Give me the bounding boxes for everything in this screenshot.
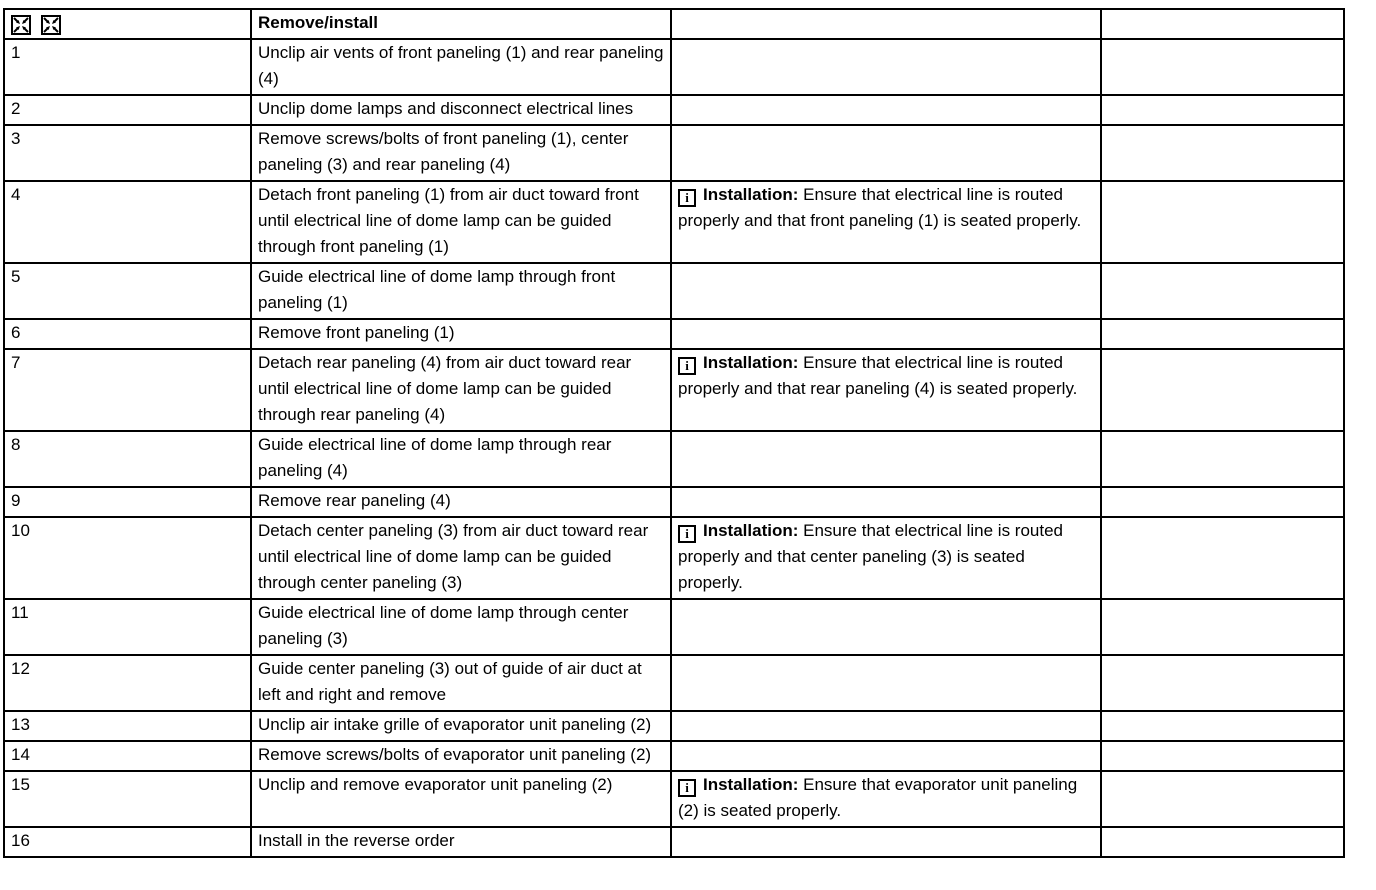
instruction-text: Guide electrical line of dome lamp through front paneling (1) bbox=[251, 263, 671, 319]
instruction-text: Detach rear paneling (4) from air duct toward rear until electrical line of dome lamp can be guided through rear paneling (4) bbox=[251, 349, 671, 431]
step-number: 4 bbox=[4, 181, 251, 263]
empty-cell bbox=[1101, 125, 1344, 181]
info-icon: i bbox=[678, 525, 696, 543]
installation-note-cell bbox=[671, 349, 1101, 431]
empty-note-cell bbox=[671, 263, 1101, 319]
empty-note-cell bbox=[671, 39, 1101, 95]
empty-cell bbox=[1101, 599, 1344, 655]
empty-cell bbox=[1101, 263, 1344, 319]
empty-cell bbox=[1101, 319, 1344, 349]
table-row bbox=[4, 741, 1344, 771]
table-row bbox=[4, 771, 1344, 827]
empty-cell bbox=[1101, 487, 1344, 517]
empty-cell bbox=[1101, 741, 1344, 771]
table-row bbox=[4, 125, 1344, 181]
instruction-text: Unclip dome lamps and disconnect electrical lines bbox=[251, 95, 671, 125]
instruction-text: Install in the reverse order bbox=[251, 827, 671, 857]
step-number: 6 bbox=[4, 319, 251, 349]
step-number: 8 bbox=[4, 431, 251, 487]
table-row bbox=[4, 95, 1344, 125]
figure-link-icon[interactable] bbox=[11, 15, 31, 35]
empty-note-cell bbox=[671, 711, 1101, 741]
instruction-text: Unclip air intake grille of evaporator unit paneling (2) bbox=[251, 711, 671, 741]
empty-cell bbox=[1101, 431, 1344, 487]
note-label: Installation: bbox=[703, 775, 799, 794]
step-number: 12 bbox=[4, 655, 251, 711]
step-number: 10 bbox=[4, 517, 251, 599]
note-text: Ensure that electrical line is routed properly and that front paneling (1) is seated properly. bbox=[678, 185, 1082, 230]
empty-cell bbox=[1101, 181, 1344, 263]
table-row bbox=[4, 487, 1344, 517]
instruction-text: Remove front paneling (1) bbox=[251, 319, 671, 349]
installation-note-cell bbox=[671, 771, 1101, 827]
installation-note-cell bbox=[671, 517, 1101, 599]
empty-note-cell bbox=[671, 827, 1101, 857]
table-row bbox=[4, 711, 1344, 741]
instruction-text: Guide electrical line of dome lamp through center paneling (3) bbox=[251, 599, 671, 655]
step-number: 9 bbox=[4, 487, 251, 517]
table-row bbox=[4, 263, 1344, 319]
instruction-text: Remove rear paneling (4) bbox=[251, 487, 671, 517]
instruction-text: Detach front paneling (1) from air duct toward front until electrical line of dome lamp can be guided through front paneling (1) bbox=[251, 181, 671, 263]
empty-cell bbox=[1101, 517, 1344, 599]
empty-cell bbox=[1101, 711, 1344, 741]
step-number: 15 bbox=[4, 771, 251, 827]
table-row bbox=[4, 431, 1344, 487]
figure-link-icon[interactable] bbox=[41, 15, 61, 35]
note-label: Installation: bbox=[703, 353, 799, 372]
table-row bbox=[4, 349, 1344, 431]
step-number: 13 bbox=[4, 711, 251, 741]
instruction-text: Detach center paneling (3) from air duct toward rear until electrical line of dome lamp can be guided through center paneling (3) bbox=[251, 517, 671, 599]
step-number: 5 bbox=[4, 263, 251, 319]
empty-note-cell bbox=[671, 319, 1101, 349]
table-row bbox=[4, 655, 1344, 711]
header-icons-cell bbox=[4, 9, 251, 39]
table-title: Remove/install bbox=[251, 9, 671, 39]
empty-cell bbox=[1101, 827, 1344, 857]
table-row bbox=[4, 181, 1344, 263]
instruction-text: Remove screws/bolts of front paneling (1), center paneling (3) and rear paneling (4) bbox=[251, 125, 671, 181]
empty-cell bbox=[1101, 39, 1344, 95]
empty-note-cell bbox=[671, 487, 1101, 517]
instruction-text: Unclip air vents of front paneling (1) and rear paneling (4) bbox=[251, 39, 671, 95]
note-text: Ensure that electrical line is routed properly and that rear paneling (4) is seated properly. bbox=[678, 353, 1078, 398]
step-number: 11 bbox=[4, 599, 251, 655]
step-number: 7 bbox=[4, 349, 251, 431]
empty-note-cell bbox=[671, 431, 1101, 487]
table-row bbox=[4, 319, 1344, 349]
header-empty-cell bbox=[1101, 9, 1344, 39]
step-number: 2 bbox=[4, 95, 251, 125]
info-icon: i bbox=[678, 357, 696, 375]
empty-note-cell bbox=[671, 125, 1101, 181]
table-row bbox=[4, 599, 1344, 655]
step-number: 3 bbox=[4, 125, 251, 181]
table-row bbox=[4, 827, 1344, 857]
info-icon: i bbox=[678, 779, 696, 797]
step-number: 14 bbox=[4, 741, 251, 771]
instruction-text: Unclip and remove evaporator unit paneling (2) bbox=[251, 771, 671, 827]
table-row bbox=[4, 39, 1344, 95]
header-row bbox=[4, 9, 1344, 39]
empty-note-cell bbox=[671, 655, 1101, 711]
empty-cell bbox=[1101, 655, 1344, 711]
instruction-text: Remove screws/bolts of evaporator unit paneling (2) bbox=[251, 741, 671, 771]
empty-note-cell bbox=[671, 741, 1101, 771]
instruction-text: Guide center paneling (3) out of guide of air duct at left and right and remove bbox=[251, 655, 671, 711]
note-label: Installation: bbox=[703, 185, 799, 204]
table-row bbox=[4, 517, 1344, 599]
header-empty-cell bbox=[671, 9, 1101, 39]
step-number: 16 bbox=[4, 827, 251, 857]
installation-note-cell bbox=[671, 181, 1101, 263]
note-text: Ensure that electrical line is routed properly and that center paneling (3) is seated properly. bbox=[678, 521, 1063, 592]
note-text: Ensure that evaporator unit paneling (2) is seated properly. bbox=[678, 775, 1078, 820]
info-icon: i bbox=[678, 189, 696, 207]
empty-cell bbox=[1101, 95, 1344, 125]
empty-cell bbox=[1101, 349, 1344, 431]
empty-note-cell bbox=[671, 599, 1101, 655]
empty-cell bbox=[1101, 771, 1344, 827]
note-label: Installation: bbox=[703, 521, 799, 540]
instruction-text: Guide electrical line of dome lamp through rear paneling (4) bbox=[251, 431, 671, 487]
empty-note-cell bbox=[671, 95, 1101, 125]
step-number: 1 bbox=[4, 39, 251, 95]
remove-install-table bbox=[3, 8, 1345, 858]
